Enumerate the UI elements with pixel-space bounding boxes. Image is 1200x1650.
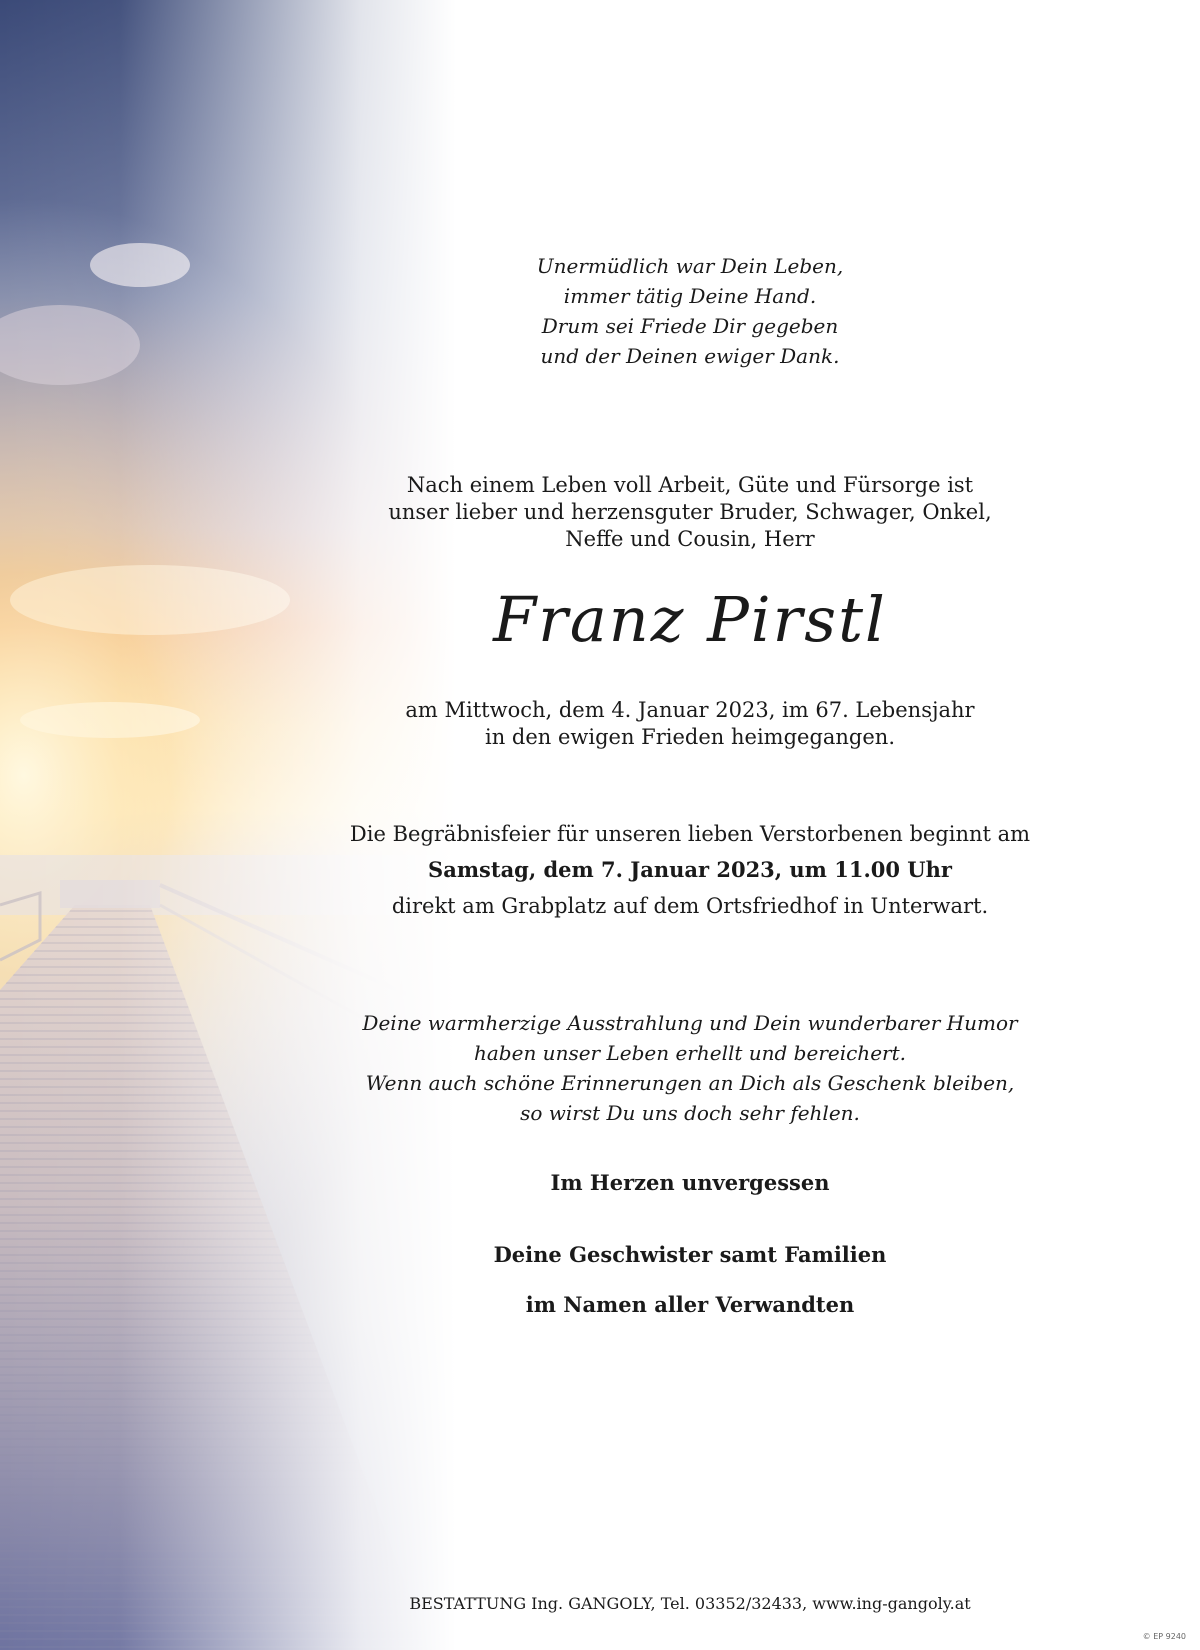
funeral-home-footer: BESTATTUNG Ing. GANGOLY, Tel. 03352/32433, www.ing-gangoly.at [409, 1594, 971, 1613]
funeral-date-time: Samstag, dem 7. Januar 2023, um 11.00 Uhr [428, 857, 952, 882]
funeral-details [330, 816, 1050, 924]
signature-family: Deine Geschwister samt Familien [493, 1242, 887, 1267]
funeral-location: direkt am Grabplatz auf dem Ortsfriedhof in Unterwart. [391, 894, 989, 918]
opening-verse [330, 251, 1050, 371]
deceased-name: Franz Pirstl [493, 583, 887, 656]
verse-line: immer tätig Deine Hand. [563, 284, 817, 308]
verse-line: haben unser Leben erhellt und bereichert. [474, 1041, 906, 1065]
death-line: am Mittwoch, dem 4. Januar 2023, im 67. Lebensjahr [405, 698, 975, 722]
intro-line: unser lieber und herzensguter Bruder, Schwager, Onkel, [388, 500, 992, 524]
intro-line: Neffe und Cousin, Herr [565, 527, 815, 551]
remembrance-line: Im Herzen unvergessen [550, 1170, 830, 1195]
closing-verse [330, 1008, 1050, 1128]
verse-line: und der Deinen ewiger Dank. [540, 344, 840, 368]
verse-line: Drum sei Friede Dir gegeben [541, 314, 839, 338]
announcement-intro [330, 472, 1050, 553]
intro-line: Nach einem Leben voll Arbeit, Güte und Fürsorge ist [406, 473, 974, 497]
verse-line: so wirst Du uns doch sehr fehlen. [520, 1101, 860, 1125]
death-notice [330, 697, 1050, 751]
funeral-intro: Die Begräbnisfeier für unseren lieben Verstorbenen beginnt am [349, 822, 1031, 846]
template-code: © EP 9240 [1142, 1632, 1186, 1641]
signature [330, 1230, 1050, 1330]
verse-line: Wenn auch schöne Erinnerungen an Dich als Geschenk bleiben, [365, 1071, 1015, 1095]
signature-relatives: im Namen aller Verwandten [525, 1292, 855, 1317]
verse-line: Unermüdlich war Dein Leben, [536, 254, 844, 278]
verse-line: Deine warmherzige Ausstrahlung und Dein wunderbarer Humor [362, 1011, 1018, 1035]
death-line: in den ewigen Frieden heimgegangen. [484, 725, 895, 749]
